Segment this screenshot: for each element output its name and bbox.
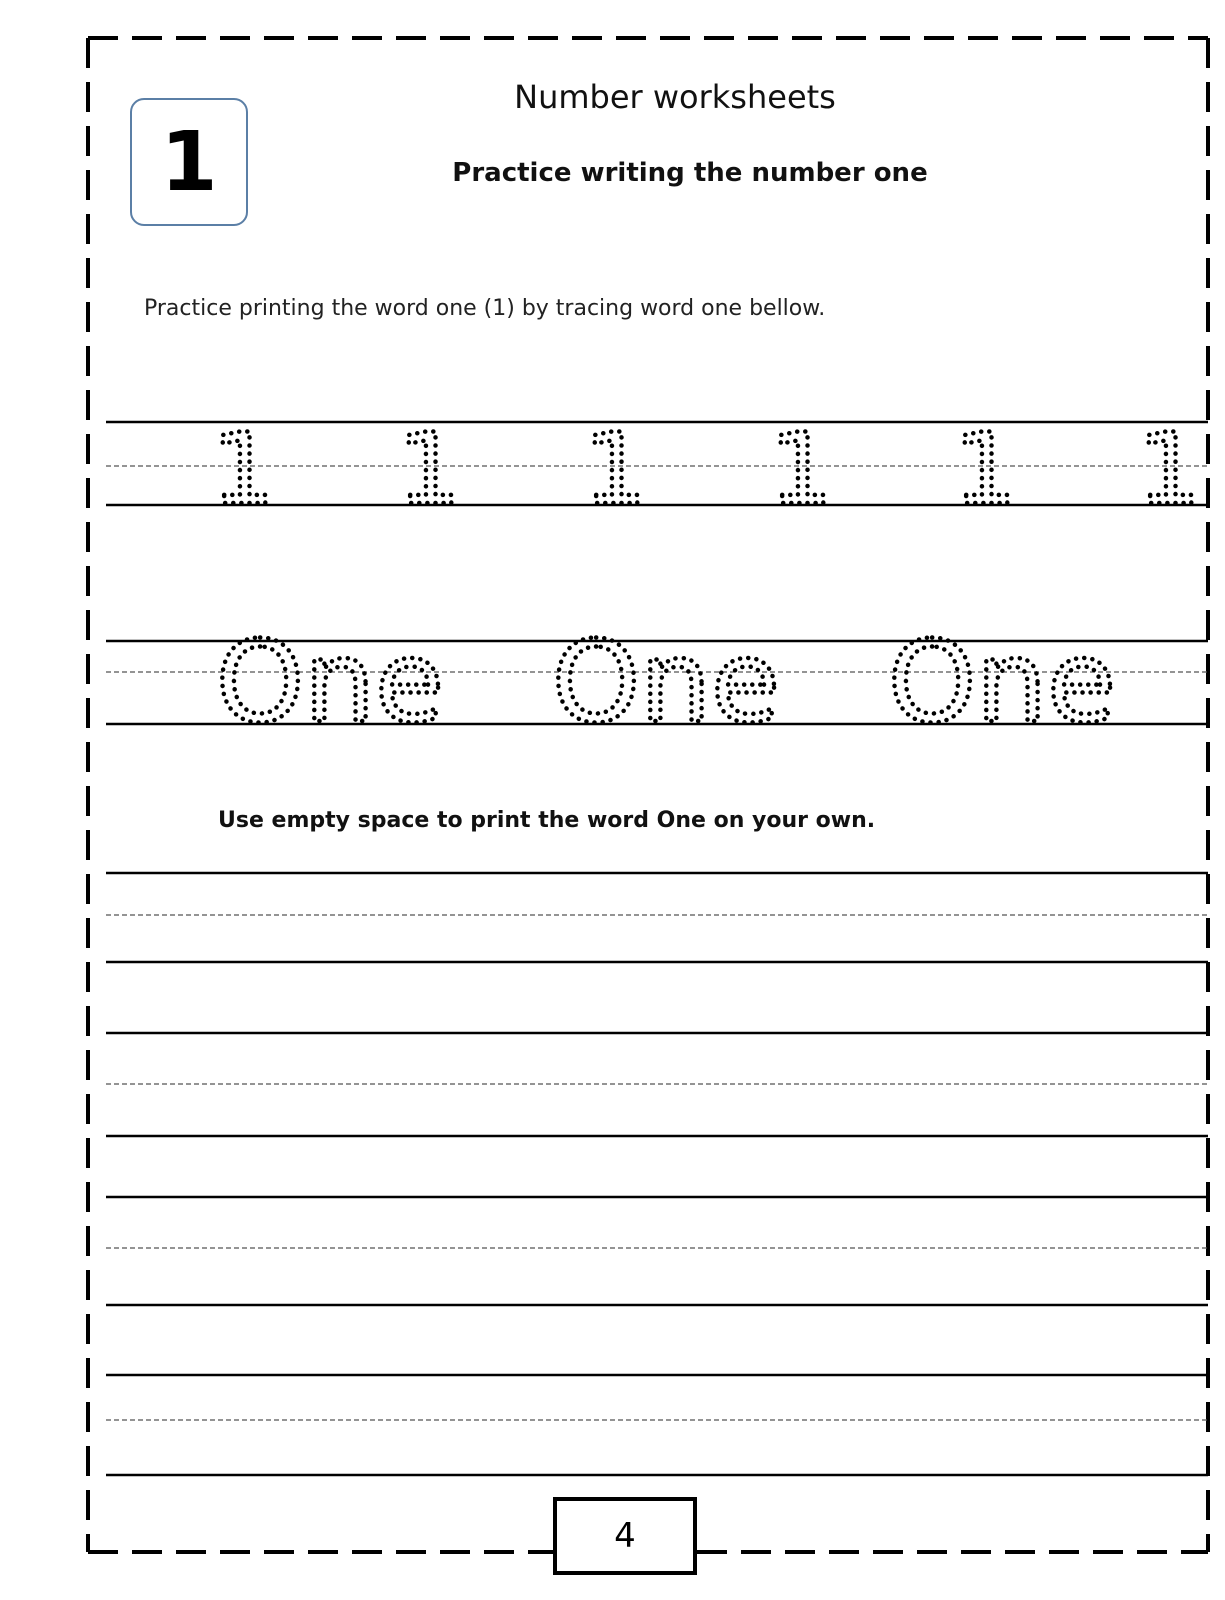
trace-instruction: Practice printing the word one (1) by tracing word one bellow. (144, 296, 826, 321)
tracing-digits (212, 413, 1200, 527)
page-number: 4 (614, 1516, 636, 1556)
tracing-digit: 1 (770, 413, 833, 527)
tracing-digit: 1 (398, 413, 461, 527)
tracing-digit: 1 (212, 413, 275, 527)
practice-row-2 (106, 1033, 1208, 1136)
tracing-word: One (888, 618, 1117, 748)
practice-row-1 (106, 873, 1208, 962)
tracing-words (216, 618, 1116, 748)
practice-row-4 (106, 1375, 1208, 1475)
tracing-word: One (216, 618, 445, 748)
number-badge-digit: 1 (160, 114, 218, 210)
practice-row-3 (106, 1197, 1208, 1305)
tracing-digit: 1 (1138, 413, 1201, 527)
page-subtitle: Practice writing the number one (452, 158, 928, 188)
tracing-digit: 1 (954, 413, 1017, 527)
page-number-box (553, 1497, 697, 1575)
page-title: Number worksheets (514, 78, 836, 116)
tracing-word: One (552, 618, 781, 748)
free-practice-instruction: Use empty space to print the word One on your own. (218, 808, 876, 833)
tracing-digit: 1 (584, 413, 647, 527)
number-badge (130, 98, 248, 226)
